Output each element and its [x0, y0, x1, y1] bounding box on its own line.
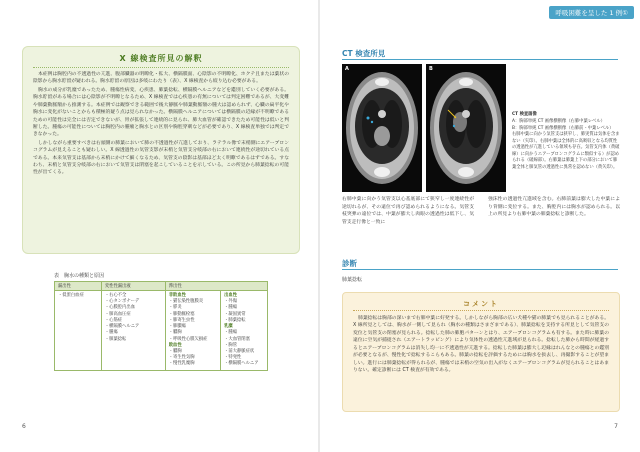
list-item: ・横隔膜ヘルニア	[224, 361, 259, 367]
comment-divider	[353, 310, 609, 311]
subhead-hemorrhagic: 出血性	[224, 293, 238, 298]
xray-paragraph: しかしながら重要すべきは右頭側の肺葉において肺の不透過性が亢進しており、ラテラル像で末梢側にエアーブロンコグラムが見えることも疑わしい。X 線透過性の気管支影が末梢と気管支分岐部の右において連続性が途切れている点である。本来気管支は基部から末梢にかけて細くなるため、気管支の陰影は基部ほど太く明瞭であるはずである。すなわち、末梢と気管支分岐部の右において気管支は閉塞を起こしていることを示している。この所見から肺葉捻転の可能性が出てくる。	[33, 140, 289, 176]
ct-scan-b-graphic	[426, 64, 506, 192]
diagnosis-rule	[342, 269, 618, 270]
page-number-right: 7	[614, 423, 618, 430]
list-item: ・横隔膜ヘルニア	[104, 324, 140, 330]
list-item: ・心膜腔内出血	[104, 305, 135, 311]
table-header-row	[55, 282, 268, 291]
ct-section-rule	[342, 59, 618, 60]
xray-findings-box	[22, 46, 300, 254]
list-item: ・凝固異常	[224, 311, 246, 317]
ct-description-right: 強沫性の透過性亢進域を含む。右肺前葉は膨大した中葉により背側に変位する。また、胸腔内には胸水が認められる。以上の所見より右肺中葉の肺葉捻転と診断した。	[488, 197, 620, 218]
ct-image-b-label: B	[429, 66, 433, 72]
effusion-table-wrap	[54, 272, 268, 371]
chapter-tab: 呼吸困難を呈した 1 例①	[549, 6, 634, 19]
list-item: ・心筋症	[104, 317, 123, 323]
comment-box	[342, 292, 620, 412]
right-page	[320, 0, 640, 452]
table-cell-modified	[101, 291, 165, 371]
table-caption: 表 胸水の種類と原因	[54, 273, 105, 279]
list-item: ・猫伝染性腹膜炎	[168, 299, 204, 305]
comment-paragraph: 肺葉捻転は胸部の深いまで右肺中葉に好発する。しかしながら胸部の広い犬種や猫の肺葉でも見られることがある。X 線所見としては、胸水が一側して見られ（胸水の種類はさまざまである）、肺葉捻転を支持する所見として気管支の変位と気管支の閉塞が見られる。捻転した肺の肺胞パターンとはり、エアーブロンコグラムも有する。また時に肺葉の遠位に空気が捕捉され（エアートラッピング）により気体性の透過性亢進域が見られる。捻転した肺から時間が経過するとエアーブロンコグラムは消失し均一に不透過性が亢進する。捻転した肺葉は膨大し辺縁はれんなとの腫瘍との鑑別が必要となるが、慢性化で捻転するこらもある。肺葉の捻転を評価するためには胸水を抜去し、再撮影することが望ましい。進行には肺葉捻転が得られるが、腫瘍では末梢の空気の出入がなくエアーブロンコグラムが見られることはあまりない。確定診断には CT 検査が有効である。	[353, 316, 609, 373]
table-cell-exudate-a	[165, 291, 220, 371]
list-item: ・右心不全	[104, 293, 127, 298]
list-item: ・心タンポナーデ	[104, 299, 140, 305]
xray-paragraph: 胸水の成分が乳糜であったため、腫瘍性病変、心疾患、肺葉捻転、横隔膜ヘルニアなどを鑑別していく必要がある。胸水貯留がある場合には心陰影が不明瞭となるため、X 線検査では心疾患の有無については判定困難であるが、大変難や肺葉動脈額から推測する。本症例では観察できる範囲で後大静脈や肺葉動脈額の腫大は認められず、心臓の扁平化や胸水に変化がないことからも積極的疑う点は見られなかった。横隔膜ヘルニアについては横隔膜の辺縁が不明瞭であるための可能性は完全には否定できないが、胃が拡張して連続的に見られ、肺大血管が確認できたため可能性は低いと判断した。腫瘍の可能性については胸腔内の腫瘤と胸水との区別や胸腔穿刺などが必要であり、X 線検査単独では判定できなかった。	[33, 87, 289, 138]
list-item: ・前大静脈症状	[224, 348, 255, 354]
effusion-table	[54, 281, 268, 371]
ct-image-a	[342, 64, 422, 192]
ct-image-pair	[342, 64, 506, 192]
page-number-left: 6	[22, 423, 26, 430]
list-item: ・外傷	[224, 299, 238, 305]
list-item: ・腫瘍	[224, 305, 238, 311]
diagnosis-value: 肺葉捻転	[342, 277, 363, 283]
ct-image-b	[426, 64, 506, 192]
list-item: ・肺葉捻転	[104, 336, 127, 342]
list-item: ・肺寄生虫性	[168, 317, 195, 323]
list-item: ・胸管	[224, 342, 238, 348]
xray-body	[33, 71, 289, 177]
comment-body	[353, 315, 609, 374]
list-item: ・膿胸	[168, 330, 182, 336]
table-header-exudate: 滲出性	[165, 282, 267, 291]
list-item: ・膵炎	[168, 305, 182, 311]
list-item: ・肺膿瘍	[168, 324, 186, 330]
list-item: ・呼吸性心膜欠損症	[168, 336, 208, 342]
ct-scan-a-graphic	[342, 64, 422, 192]
list-item: ・特発性	[224, 355, 242, 361]
list-item: ・肺動脈栓塞	[168, 311, 195, 317]
xray-paragraph: 本症例は胸腔内の不透過性の亢進、腹部臓器の明瞭化・拡大、横隔膜面、心陰影の不明瞭化、ホクテ且または葉状の陰影から胸水貯留が疑われる。胸水貯留の原因は多岐にわたり（表）、X 線検査から絞り込む必要がある。	[33, 72, 289, 85]
ct-caption-title: CT 検査画像	[512, 112, 537, 117]
ct-image-a-label: A	[345, 66, 349, 72]
list-item: ・腫瘍	[224, 330, 238, 336]
subhead-infectious: 敗血性	[168, 342, 182, 348]
list-item: ・大血管閉塞	[224, 336, 250, 342]
ct-caption-line: 右肺中葉に向かう気管支は狭窄し、肺実質は気体を含まない（矢印）。右肺中葉は全体的に高吸収となる均質性の透過性が亢進している領域も存在。気管支内体（黄破線）に向かうエアーブロンコグラムに類似する）が認められる（破線部）。右肺葉は肺葉上下の部分において肺葉全体と肺気管の透過性に異常を認めない（黄矢印）。	[512, 132, 620, 170]
ct-description-left: 右肺中葉に向かう気管支以心基底部にて狭窄し一度連続性が途切れるが、その遠位で再び認められるようになる。気管支枝突弾の遠位では、中葉が膨大し肉眼の透過性は低下し、気管支走行像と一致に	[342, 197, 474, 226]
ct-caption-line: A：胸部単純 CT 画像横断像（右肺中葉レベル）	[512, 119, 605, 125]
list-item: ・膿胸	[168, 348, 182, 354]
ct-caption-line: B：胸部単純 CT 画像横断像（右肺前 - 中葉レベル）	[512, 125, 614, 131]
table-cell-exudate-b	[221, 291, 268, 371]
table-cell-transudate	[55, 291, 102, 371]
list-item: ・慢性乳糜胸	[168, 361, 195, 367]
ct-section-title: CT 検査所見	[342, 49, 386, 58]
table-header-modified: 変性性漏出液	[101, 282, 165, 291]
list-item: ・肺高血圧症	[104, 311, 131, 317]
list-item: ・寄生性気胸	[168, 355, 195, 361]
subhead-chylous: 乳糜	[224, 324, 233, 330]
ct-caption	[512, 112, 620, 171]
list-item: ・肺葉捻転	[224, 317, 246, 323]
diagnosis-title: 診断	[342, 259, 357, 268]
subhead-sterile: 非敗血性	[168, 293, 186, 298]
comment-title: コメント	[463, 300, 499, 308]
table-header-transudate: 漏出性	[55, 282, 102, 291]
xray-section-title: X 線検査所見の解釈	[119, 54, 203, 63]
table-row	[55, 291, 268, 371]
list-item: ・腫瘍	[104, 330, 118, 336]
title-divider	[33, 67, 289, 68]
list-item: ・低蛋白血症	[58, 293, 84, 298]
